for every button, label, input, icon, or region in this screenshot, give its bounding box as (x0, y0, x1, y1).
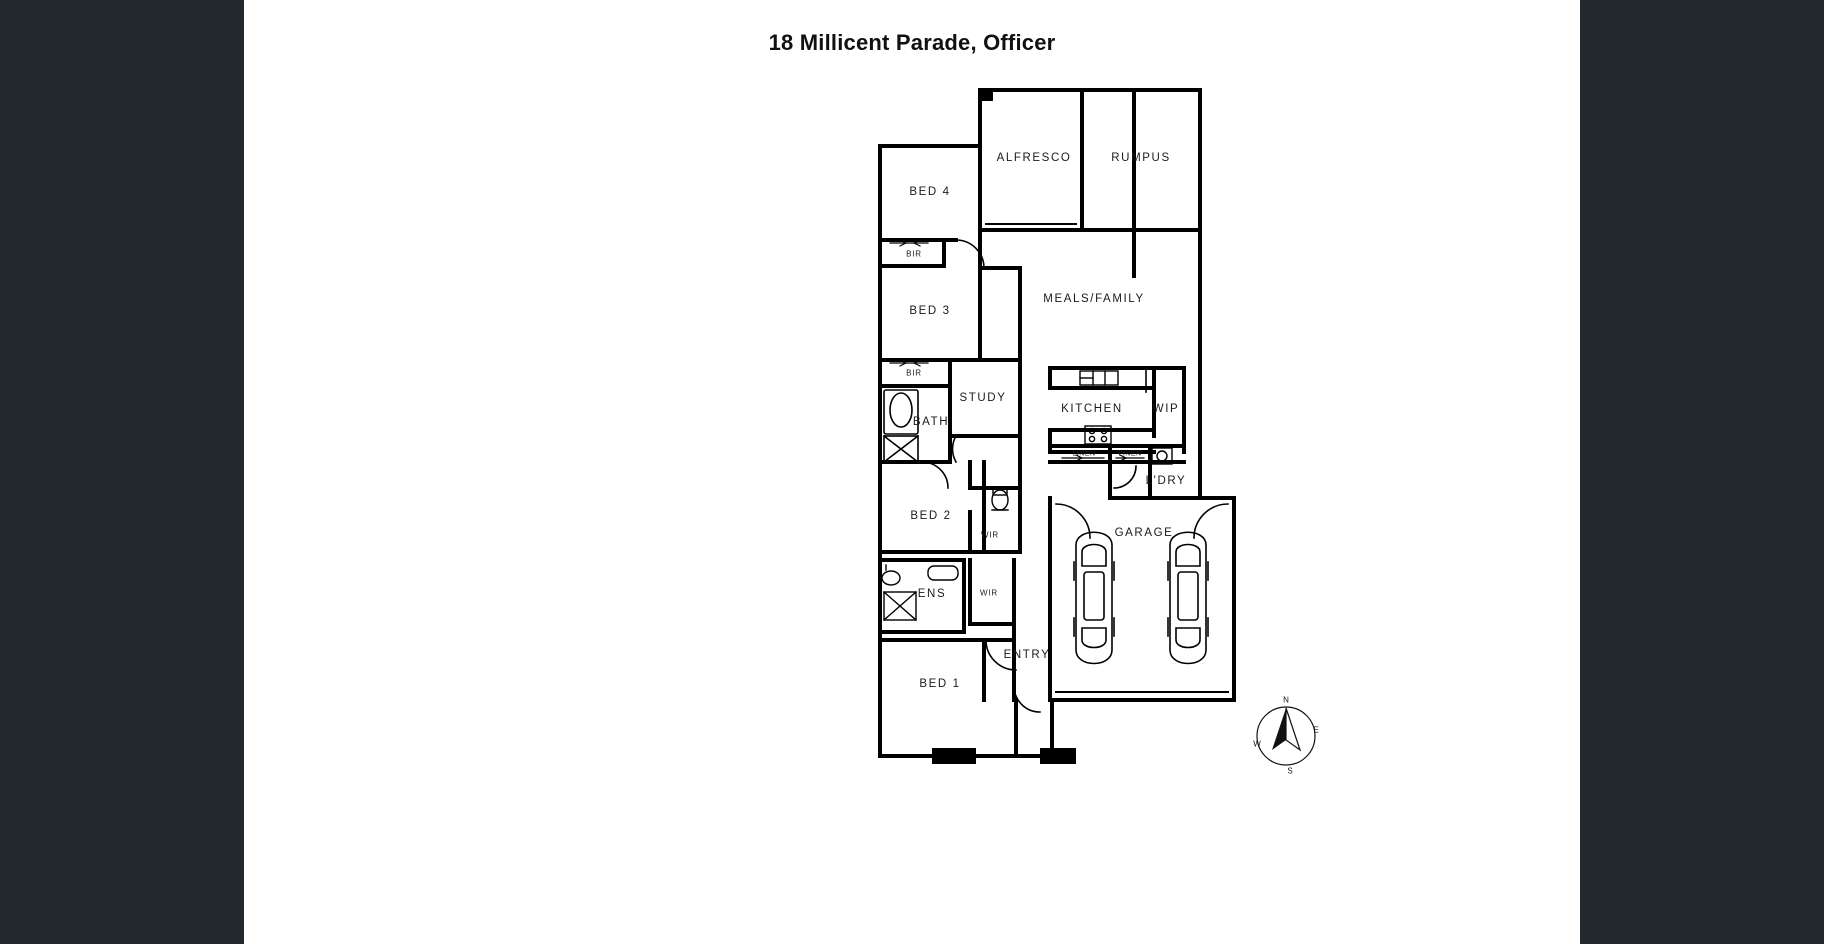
room-label-wip: WIP (1152, 403, 1180, 415)
room-label-bath: BATH (912, 416, 950, 428)
room-label-linen-right: LINEN (1118, 450, 1142, 458)
room-label-kitchen: KITCHEN (1061, 403, 1123, 415)
room-label-wir-bed2: WIR (981, 530, 999, 540)
room-label-bed-4: BED 4 (909, 186, 951, 198)
room-label-study: STUDY (959, 392, 1007, 404)
compass-west-label: W (1253, 739, 1261, 749)
floorplan-page (244, 0, 1580, 944)
compass-rose (1257, 707, 1315, 765)
room-label-alfresco: ALFRESCO (996, 152, 1072, 164)
room-label-bir-bed4: BIR (906, 249, 922, 259)
room-label-bir-bed3: BIR (906, 368, 922, 378)
room-label-bed-3: BED 3 (909, 305, 951, 317)
room-label-wir-master: WIR (980, 588, 998, 598)
compass-east-label: E (1313, 725, 1319, 735)
room-label-meals-family: MEALS/FAMILY (1043, 293, 1145, 305)
compass-south-label: S (1287, 766, 1293, 776)
floorplan-drawing (244, 0, 1580, 944)
room-label-linen-left: LINEN (1072, 450, 1096, 458)
room-label-entry: ENTRY (1003, 649, 1051, 661)
room-label-garage: GARAGE (1114, 527, 1174, 539)
room-label-bed-1: BED 1 (919, 678, 961, 690)
room-label-rumpus: RUMPUS (1111, 152, 1171, 164)
compass-north-label: N (1283, 695, 1289, 705)
room-label-bed-2: BED 2 (910, 510, 952, 522)
page-title: 18 Millicent Parade, Officer (768, 30, 1056, 55)
room-label-laundry: L'DRY (1145, 475, 1187, 487)
room-label-ensuite: ENS (917, 588, 947, 600)
